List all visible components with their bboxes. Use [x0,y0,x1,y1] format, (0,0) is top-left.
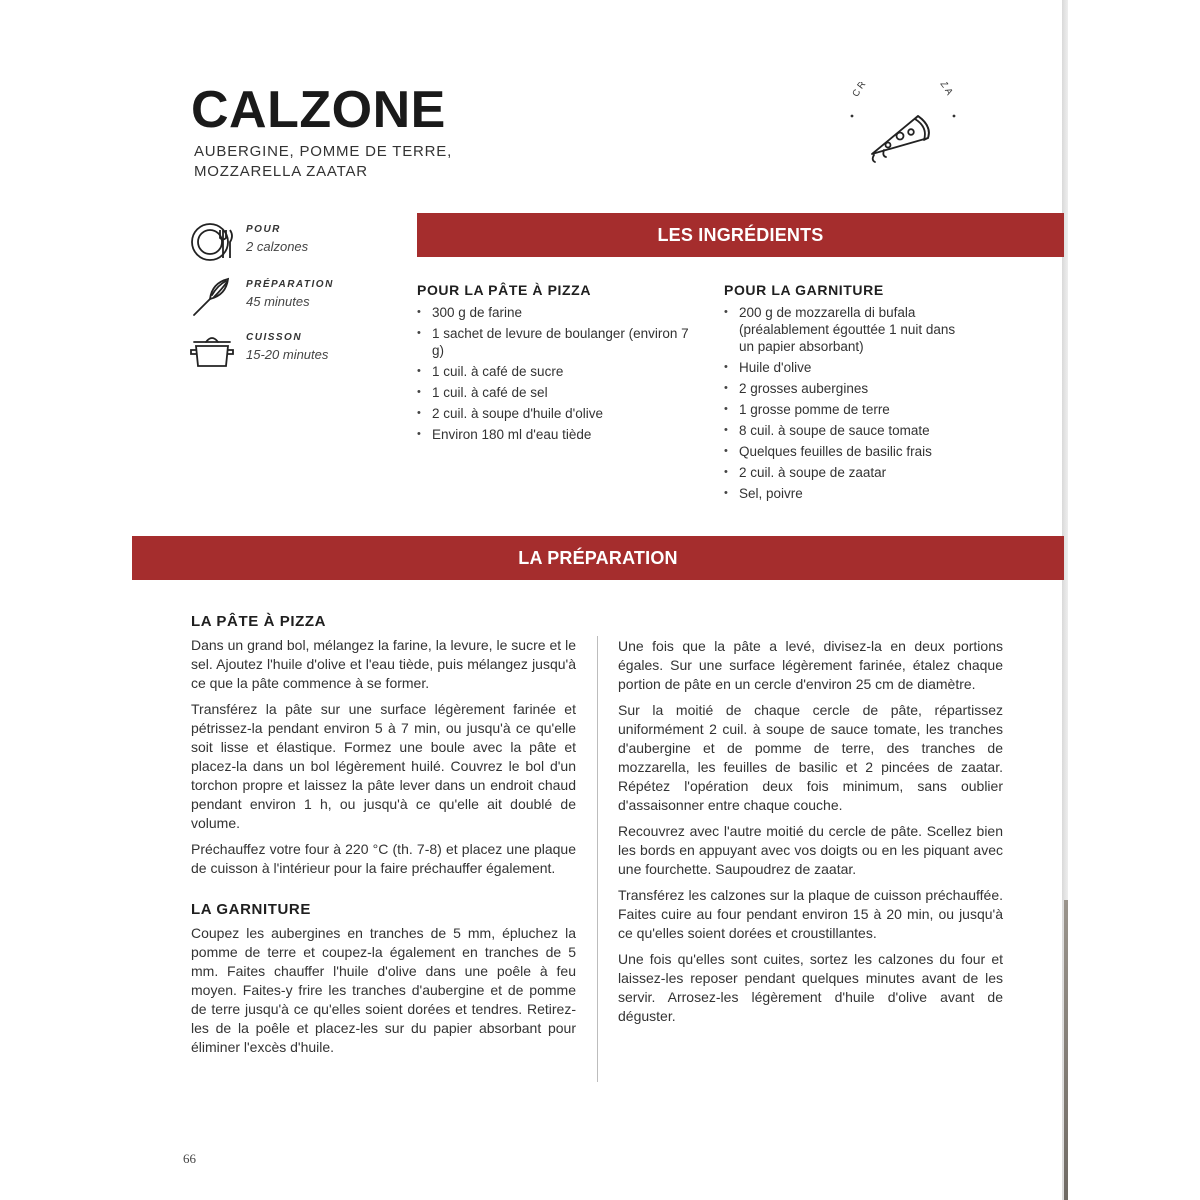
list-item: • 1 grosse pomme de terre [724,401,964,418]
filling-ingredients-title: POUR LA GARNITURE [724,282,884,298]
dough-section-title: LA PÂTE À PIZZA [191,613,327,630]
list-item: • 2 cuil. à soupe de zaatar [724,464,964,481]
filling-ingredients [724,282,964,506]
list-item: • 8 cuil. à soupe de sauce tomate [724,422,964,439]
list-item: • 1 cuil. à café de sel [417,384,702,401]
paragraph: Sur la moitié de chaque cercle de pâte, répartissez uniformément 2 cuil. à soupe de sauce tomate, les tranches d'aubergine et de pomme de terre, des tranches de mozzarella, les feuilles de basilic et 2 pincées de zaatar. Répétez l'opération deux fois minimum, sans oublier d'assaisonner entre chaque couche. [618,702,1003,813]
paragraph: Une fois qu'elles sont cuites, sortez les calzones du four et laissez-les reposer pendant quelques minutes avant de les servir. Arrosez-les légèrement d'huile d'olive avant de déguster. [618,951,1003,1024]
list-item: • 1 cuil. à café de sucre [417,363,702,380]
cook-time-info: CUISSON 15-20 minutes [190,328,390,374]
list-item: • Sel, poivre [724,485,964,502]
list-item: • 200 g de mozzarella di bufala (préalablement égouttée 1 nuit dans un papier absorbant) [724,304,964,355]
list-item: • Environ 180 ml d'eau tiède [417,426,702,443]
svg-text:CROÛTE DE PIZZA [850,82,955,99]
preparation-right-column [618,637,1003,1033]
whisk-icon [190,275,234,319]
servings-info: POUR 2 calzones [190,220,390,266]
paragraph: Transférez les calzones sur la plaque de cuisson préchauffée. Faites cuire au four pendant environ 15 à 20 min, ou jusqu'à ce qu'elles soient dorées et croustillantes. [618,887,1003,941]
list-item: • 2 cuil. à soupe d'huile d'olive [417,405,702,422]
paragraph: Coupez les aubergines en tranches de 5 mm, épluchez la pomme de terre et coupez-la également en tranches de 5 mm. Faites chauffer l'huile d'olive dans une poêle à feu moyen. Faites-y frire les tranches d'aubergine et de pomme de terre jusqu'à ce qu'elles soient dorées et tendres. Retirez-les de la poêle et placez-les sur du papier absorbant pour éliminer l'excès d'huile. [191,925,576,1055]
badge-text: CR ZA [850,82,956,99]
page-edge-shadow [1064,900,1068,1200]
paragraph: Recouvrez avec l'autre moitié du cercle de pâte. Scellez bien les bords en appuyant avec vos doigts ou en les piquant avec une fourchette. Saupoudrez de zaatar. [618,823,1003,877]
page-number: 66 [183,1151,196,1166]
ingredients-heading: LES INGRÉDIENTS [417,213,1064,257]
column-divider [597,636,598,1082]
pot-icon [190,328,234,372]
paragraph: Transférez la pâte sur une surface légèrement farinée et pétrissez-la pendant environ 5 à 7 min, ou jusqu'à ce qu'elle soit lisse et élastique. Formez une boule avec la pâte et placez-la dans un bol légèrement huilé. Couvrez le bol d'un torchon propre et laissez la pâte lever dans un endroit chaud pendant environ 1 h, ou jusqu'à ce qu'elle ait doublé de volume. [191,701,576,831]
list-item: • Huile d'olive [724,359,964,376]
list-item: • 2 grosses aubergines [724,380,964,397]
dough-ingredients-title: POUR LA PÂTE À PIZZA [417,282,592,298]
preparation-left-column [191,612,576,1064]
prep-time-info: PRÉPARATION 45 minutes [190,275,390,321]
filling-section-title: LA GARNITURE [191,901,311,918]
list-item: • 1 sachet de levure de boulanger (environ 7 g) [417,325,702,359]
recipe-title: CALZONE [191,81,446,139]
plate-icon [190,220,234,264]
list-item: • Quelques feuilles de basilic frais [724,443,964,460]
paragraph: Dans un grand bol, mélangez la farine, la levure, le sucre et le sel. Ajoutez l'huile d'olive et l'eau tiède, puis mélangez jusqu'à ce que la pâte commence à se former. [191,637,576,691]
paragraph: Préchauffez votre four à 220 °C (th. 7-8) et placez une plaque de cuisson à l'intérieur pour la faire préchauffer également. [191,841,576,876]
list-item: • 300 g de farine [417,304,702,321]
pizza-crust-badge [840,82,960,172]
preparation-heading: LA PRÉPARATION [132,536,1064,580]
dough-ingredients [417,282,702,447]
pizza-slice-icon [872,116,929,162]
recipe-subtitle: AUBERGINE, POMME DE TERRE, MOZZARELLA ZAATAR [194,143,453,180]
paragraph: Une fois que la pâte a levé, divisez-la en deux portions égales. Sur une surface légèrement farinée, étalez chaque portion de pâte en un cercle d'environ 25 cm de diamètre. [618,638,1003,692]
